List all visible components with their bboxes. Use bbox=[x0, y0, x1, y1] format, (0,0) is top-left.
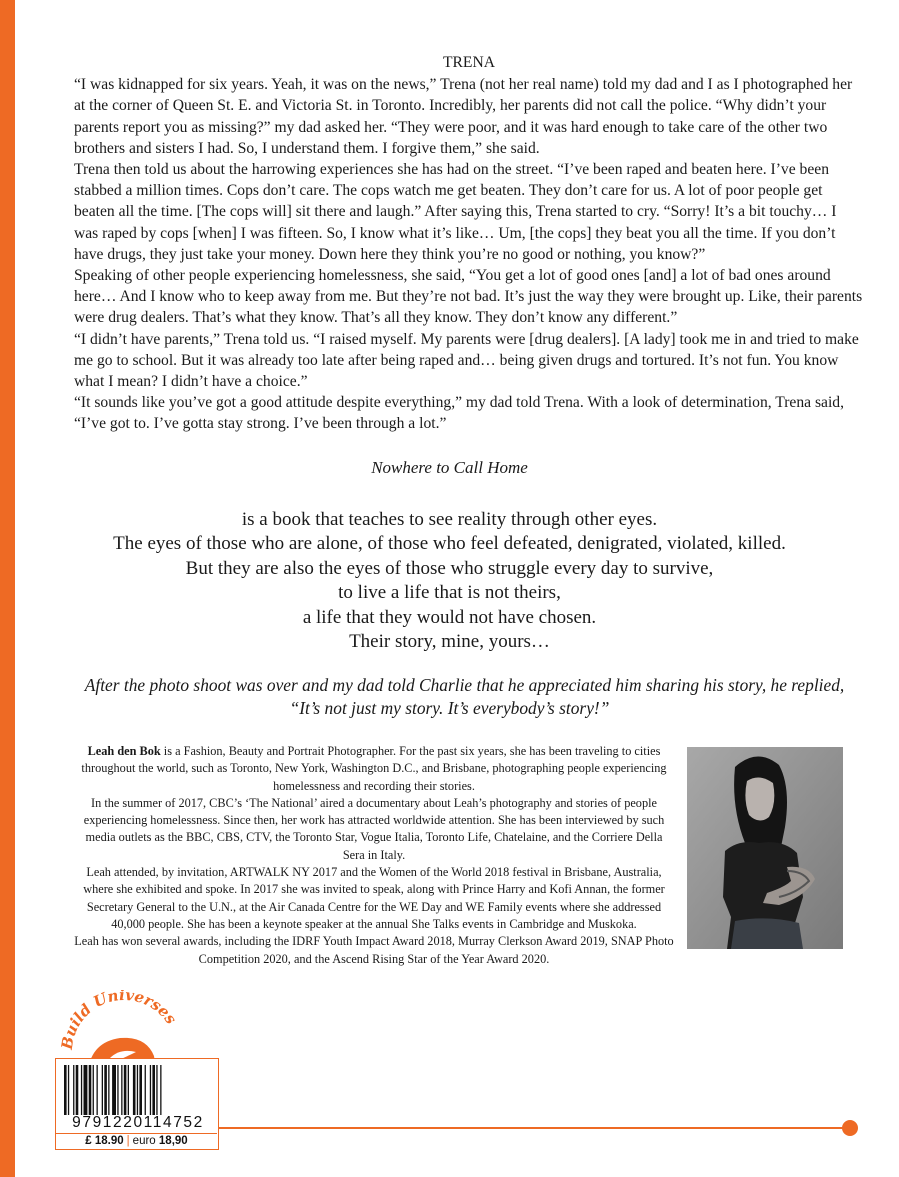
barcode-bar bbox=[76, 1065, 79, 1115]
price-separator: | bbox=[126, 1135, 130, 1147]
author-bio bbox=[74, 743, 674, 968]
publisher-logo-text: Build Universes bbox=[58, 990, 181, 1051]
barcode-bar bbox=[73, 1065, 74, 1115]
barcode-bar bbox=[124, 1065, 127, 1115]
bottom-rule bbox=[218, 1127, 846, 1129]
barcode-bar bbox=[139, 1065, 142, 1115]
barcode-bar bbox=[104, 1065, 107, 1115]
barcode-bar bbox=[102, 1065, 103, 1115]
barcode-bar bbox=[64, 1065, 67, 1115]
barcode-bar bbox=[97, 1065, 98, 1115]
price-eur: 18,90 bbox=[158, 1135, 188, 1147]
bio-text: is a Fashion, Beauty and Portrait Photographer. For the past six years, she has been traveling to cities throughout the world, such as Toronto, New York, Washington D.C., and Brisbane, photographing people experiencing homelessness and recording their stories. bbox=[81, 744, 667, 793]
barcode-bar bbox=[84, 1065, 88, 1115]
barcode-bar bbox=[117, 1065, 118, 1115]
bio-paragraph: In the summer of 2017, CBC’s ‘The National’ aired a documentary about Leah’s photography and stories of people experiencing homelessness. Since then, her work has attracted worldwide attention. She has been interviewed by such media outlets as the BBC, CBS, CTV, the Toronto Star, Vogue Italia, Toronto Life, Chatelaine, and the Corriere Della Sera in Italy. bbox=[83, 795, 665, 862]
price-row bbox=[56, 1133, 217, 1149]
barcode-bar bbox=[93, 1065, 94, 1115]
price-eur-label: euro bbox=[132, 1135, 156, 1147]
poem-line: to live a life that is not theirs, bbox=[338, 582, 561, 604]
barcode-bar bbox=[145, 1065, 146, 1115]
poem-line: But they are also the eyes of those who struggle every day to survive, bbox=[185, 557, 714, 579]
barcode-bar bbox=[128, 1065, 129, 1115]
bio-paragraph bbox=[74, 743, 674, 795]
author-photo bbox=[687, 747, 843, 949]
price-gbp: £ 18.90 bbox=[85, 1135, 124, 1147]
story-paragraph: Trena then told us about the harrowing experiences she has had on the street. “I’ve been raped and beaten here. I’ve been stabbed a million times. Cops don’t care. The cops watch me get beaten. They don’t care for us. A lot of poor people get beaten all the time. [The cops will] sit there and laugh.” After saying this, Trena started to cry. “Sorry! It’s a bit touchy… I was raped by cops [when] I was fifteen. So, I know what it’s like… Um, [the cops] they beat you all the time. If you don’t have drugs, they just take your money. Down here they think you’re no good or nothing, you know?” bbox=[74, 161, 837, 263]
barcode bbox=[62, 1065, 214, 1115]
barcode-bar bbox=[112, 1065, 116, 1115]
author-name: Leah den Bok bbox=[87, 744, 161, 758]
barcode-bar bbox=[156, 1065, 157, 1115]
book-title: Nowhere to Call Home bbox=[371, 458, 528, 477]
isbn-number: 9791220114752 bbox=[72, 1114, 204, 1131]
story-title: TRENA bbox=[443, 54, 495, 71]
poem-block bbox=[0, 508, 899, 654]
barcode-bar bbox=[160, 1065, 161, 1115]
poem-line: is a book that teaches to see reality through other eyes. bbox=[241, 509, 658, 530]
barcode-bar bbox=[137, 1065, 138, 1115]
bio-paragraph: Leah attended, by invitation, ARTWALK NY 2017 and the Women of the World 2018 festival in Brisbane, Australia, where she exhibited and spoke. In 2017 she was invited to speak, along with Prince Harry and Kofi Annan, the former Secretary General to the U.N., at the Air Canada Centre for the WE Day and WE Family events where she addressed 40,000 people. She has been a keynote speaker at the annual She Talks events in Cambridge and Muskoka. bbox=[83, 865, 665, 931]
story-paragraph: “It sounds like you’ve got a good attitude despite everything,” my dad told Trena. With a look of determination, Trena said, “I’ve got to. I’ve gotta stay strong. I’ve been through a lot.” bbox=[74, 394, 844, 433]
barcode-bar bbox=[133, 1065, 136, 1115]
closing-quote bbox=[0, 674, 899, 719]
story-paragraph: Speaking of other people experiencing homelessness, she said, “You get a lot of good ones [and] a lot of bad ones around here… And I know who to keep away from me. But they’re not bad. It’s just the way they were brought up. Like, their parents were drug dealers. That’s what they know. That’s all they know. They don’t know any different.” bbox=[74, 267, 863, 327]
barcode-bar bbox=[152, 1065, 155, 1115]
barcode-bar bbox=[89, 1065, 92, 1115]
barcode-bar bbox=[81, 1065, 82, 1115]
poem-line: Their story, mine, yours… bbox=[349, 631, 550, 653]
barcode-bar bbox=[68, 1065, 69, 1115]
story-paragraph: “I was kidnapped for six years. Yeah, it was on the news,” Trena (not her real name) told my dad and I as I photographed her at the corner of Queen St. E. and Victoria St. in Toronto. Incredibly, her parents did not call the police. “Why didn’t your parents report you as missing?” my dad asked her. “They were poor, and it was hard enough to take care of the other two brothers and sisters I had. So, I understand them. I forgive them,” she said. bbox=[74, 76, 853, 157]
quote-line: “It’s not just my story. It’s everybody’s story!” bbox=[289, 697, 610, 718]
story-section bbox=[74, 52, 864, 435]
bio-paragraph: Leah has won several awards, including the IDRF Youth Impact Award 2018, Murray Clerkson Award 2019, SNAP Photo Competition 2020, and the Ascend Rising Star of the Year Award 2020. bbox=[74, 934, 674, 966]
story-paragraph: “I didn’t have parents,” Trena told us. “I raised myself. My parents were [drug dealers]. [A lady] took me in and tried to make me go to school. But it was already too late after being raped and… being given drugs and tortured. It’s not fun. You know what I mean? I didn’t have a choice.” bbox=[74, 330, 859, 391]
barcode-bar bbox=[121, 1065, 122, 1115]
quote-line: After the photo shoot was over and my dad told Charlie that he appreciated him sharing his story, he replied, bbox=[84, 675, 845, 695]
poem-line: The eyes of those who are alone, of those who feel defeated, denigrated, violated, killed. bbox=[113, 533, 786, 555]
bottom-rule-dot bbox=[842, 1120, 858, 1136]
barcode-box bbox=[55, 1058, 219, 1150]
poem-line: a life that they would not have chosen. bbox=[302, 606, 597, 628]
barcode-bar bbox=[150, 1065, 151, 1115]
barcode-bar bbox=[108, 1065, 109, 1115]
